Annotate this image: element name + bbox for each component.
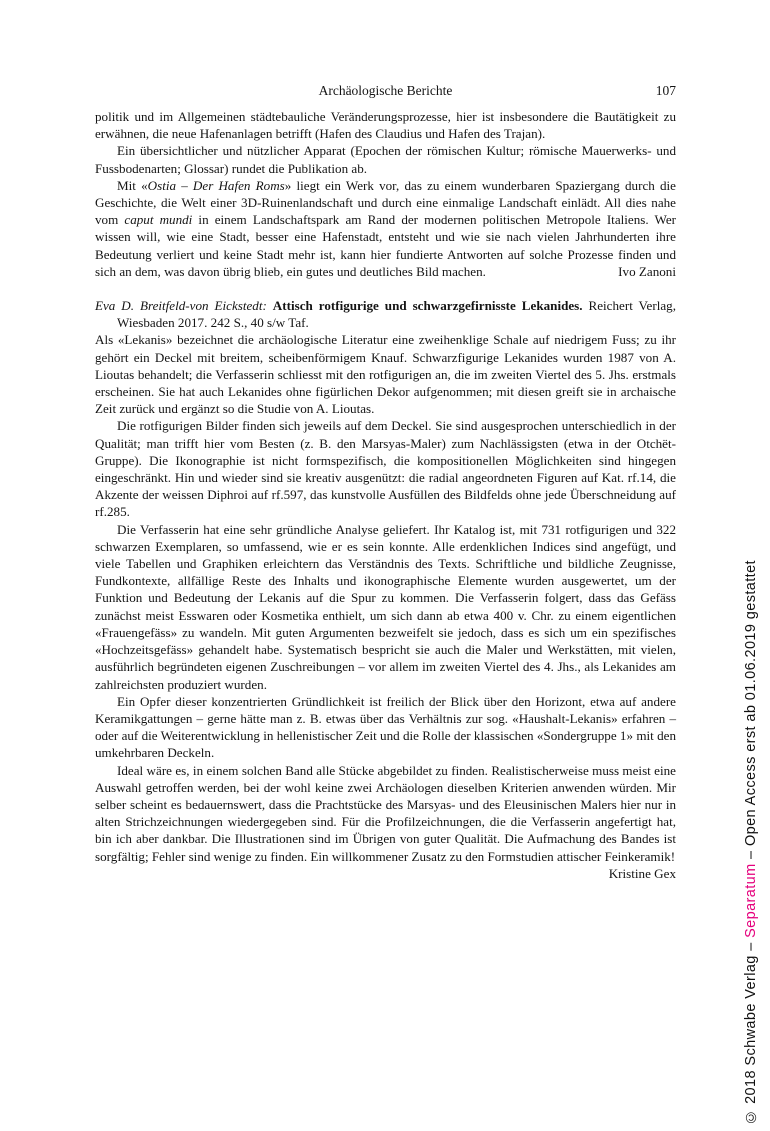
text-column: [95, 82, 676, 882]
paragraph-text: Die rotfigurigen Bilder finden sich jeweils auf dem Deckel. Sie sind ausgesprochen unterschiedlich in der Qualität; man trifft hier vom Besten (z. B. den Marsyas-Maler) zum Nachlässigsten (etwa in der Otchët-Gruppe). Die Ikonographie ist nicht formspezifisch, die kompositionellen Möglichkeiten sind hingegen eingeschränkt. Hin und wieder sind sie kreativ ausgenützt: die radial angeordneten Figuren auf Kat. rf.14, die Akzente der weissen Diphroi auf rf.597, das kunstvolle Ausfüllen des Bildfelds ohne jede Überschneidung auf rf.285.: [95, 418, 676, 520]
paragraph-text: Mit «Ostia – Der Hafen Roms» liegt ein Werk vor, das zu einem wunderbaren Spaziergang durch die Geschichte, die Welt einer 3D-Ruinenlandschaft und durch eine einmalige Landschaft einlädt. All dies nahe vom caput mundi in einem Landschaftspark am Rand der modernen politischen Metropole Italiens. Wer wissen will, wie eine Stadt, besser eine Hafenstadt, entsteht und wie sie nach vielen Jahrhunderten ihre Bedeutung verliert und keine Stadt mehr ist, kann hier fundierte Antworten auf solche Prozesse finden und sich an dem, was davon übrig blieb, ein gutes und deutliches Bild machen.: [95, 177, 676, 279]
imprint-separatum: Separatum: [743, 863, 759, 939]
imprint-prefix: © 2018 Schwabe Verlag –: [743, 938, 759, 1125]
paragraph-text: Ideal wäre es, in einem solchen Band alle Stücke abgebildet zu finden. Realistischerweise muss meist eine Auswahl getroffen werden, bei der wohl keine zwei Archäologen dieselben Kriterien anwenden würden. Mir selber scheint es bedauernswert, dass die Prachtstücke des Marsyas- und des Eleusinischen Malers hier nur in alten Strichzeichnungen wiedergegeben sind. Für die Profilzeichnungen, die die Verfasserin angefertigt hat, bin ich aber dankbar. Die Illustrationen sind im Übrigen von guter Qualität. Die Aufmachung des Bandes ist sorgfältig; Fehler sind wenige zu finden. Ein willkommener Zusatz zu den Formstudien attischer Feinkeramik!: [95, 762, 676, 864]
copyright-imprint: [743, 560, 759, 1125]
paragraph-text: Die Verfasserin hat eine sehr gründliche Analyse geliefert. Ihr Katalog ist, mit 731 rotfigurigen und 322 schwarzen Exemplaren, so umfassend, wie er es sein konnte. Alle erdenklichen Indices sind angefügt, und viele Tabellen und Graphiken erleichtern das Verständnis des Texts. Schriftliche und bildliche Zeugnisse, Fundkontexte, allfällige Reste des Inhalts und ikonographische Elemente wurden ausgewertet, um der Funktion und Bedeutung der Lekanis auf die Spur zu kommen. Die Verfasserin folgert, dass das Gefäss zunächst meist Esswaren oder Kosmetika enthielt, um sich dann ab etwa 400 v. Chr. zu einem eigentlichen «Frauengefäss» zu wandeln. Mit guten Argumenten bezweifelt sie jedoch, dass es sich um ein spezifisches «Hochzeitsgefäss» gehandelt habe. Systematisch bespricht sie auch die Maler und Werkstätten, mit vielen, ausführlich begründeten eigenen Zuschreibungen – vor allem im zweiten Viertel des 4. Jhs., als Lekanides am zahlreichsten produziert wurden.: [95, 521, 676, 692]
review-paragraph: [95, 762, 676, 881]
page-number: 107: [655, 83, 676, 98]
paragraph-text: Als «Lekanis» bezeichnet die archäologische Literatur eine zweihenklige Schale auf niedrigem Fuss; zu ihr gehört ein Deckel mit breitem, scheibenförmigem Knauf. Schwarzfigurige Lekanides wurden 1987 von A. Lioutas behandelt; die Verfasserin schliesst mit den rotfigurigen an, die im zweiten Viertel des 5. Jhs. erstmals erscheinen. Sie hat auch Lekanides ohne figürlichen Dekor aufgenommen; mit diesen greift sie in archaische Zeit zurück und ergänzt so die Studie von A. Lioutas.: [95, 332, 676, 417]
review-heading-text: Eva D. Breitfeld-von Eickstedt: Attisch rotfigurige und schwarzgefirnisste Lekanides. Reichert Verlag, Wiesbaden 2017. 242 S., 40 s/w Taf.: [95, 298, 677, 331]
imprint-suffix: – Open Access erst ab 01.06.2019 gestattet: [743, 560, 759, 864]
page-header: [95, 82, 676, 99]
running-title: Archäologische Berichte: [318, 83, 453, 98]
paragraph-text: Ein übersichtlicher und nützlicher Apparat (Epochen der römischen Kultur; römische Mauerwerks- und Fussbodenarten; Glossar) rundet die Publikation ab.: [95, 143, 676, 176]
review-paragraph: [95, 331, 676, 417]
reviewer-signature: Ivo Zanoni: [618, 263, 676, 279]
review-paragraph: [95, 177, 676, 280]
review-paragraph: [95, 142, 676, 176]
review-heading: [95, 297, 676, 331]
reviewer-signature: Kristine Gex: [608, 865, 676, 881]
review-paragraph: [95, 693, 676, 762]
review-paragraph: [95, 417, 676, 520]
review-paragraph: [95, 521, 676, 693]
review-paragraph: [95, 108, 676, 142]
paragraph-text: politik und im Allgemeinen städtebauliche Veränderungsprozesse, hier ist insbesondere die Bautätigkeit zu erwähnen, die neue Hafenanlagen betrifft (Hafen des Claudius und Hafen des Trajan).: [95, 109, 676, 142]
paragraph-text: Ein Opfer dieser konzentrierten Gründlichkeit ist freilich der Blick über den Horizont, etwa auf andere Keramikgattungen – gerne hätte man z. B. etwas über das Verhältnis zur sog. «Haushalt-Lekanis» erfahren – oder auf die Weiterentwicklung in hellenistischer Zeit und die Rolle der klassischen «Sondergruppe 1» mit den umkehrbaren Deckeln.: [95, 693, 676, 761]
